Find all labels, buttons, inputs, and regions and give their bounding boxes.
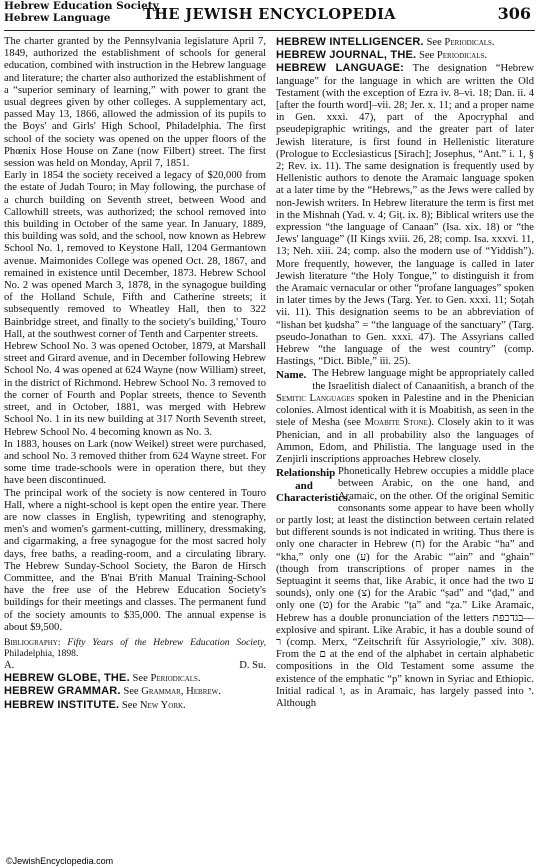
entry-globe bbox=[4, 672, 266, 685]
paragraph: Early in 1854 the society received a legacy of $20,000 from the estate of Judah Touro; in May following, the purchase of a church building on Seventh street, between Wood and Callowhill streets, was authorized; the school removed into this building in October of the same year. In January, 1889, this building was sold, and the school, now known as Hebrew School No. 1, removed to Keystone Hall, 1204 Germantown avenue. Maimonides College was opened Oct. 28, 1867, and remained in existence until December, 1873. Hebrew School No. 2 was opened March 3, 1878, in the synagogue building of the Holland Schule, Fifth and Catherine streets; it subsequently removed to Wheatley Hall, then to 322 Bainbridge street, and finally to the society's building,' Touro Hall, at the southwest corner of Tenth and Carpenter streets. bbox=[4, 170, 266, 340]
side-heading-name: Name. bbox=[276, 369, 307, 382]
paragraph-text: The designation “Hebrew language” for the language in which are written the Old Testament (with the exception of Ezra iv. 8–vi. 18; Dan. ii. 4 [after the fourth word]–vii. 28; Jer. x. 11; and a proper name in Gen. xxxi. 47), part of the Apocryphal and pseudepigraphic writings, and the greater part of later Jewish literature, is first found in Hellenistic literature (Prologue to Ecclesiasticus [Sirach]; Josephus, “Ant.” i. 1, § 2; Rev. ix. 11). The same designation is frequently used by Hellenistic authors to denote the Aramaic language spoken at a later time by the “Hebrews,” as the Jews were called by non-Jewish writers. In Hebrew literature the term is first met in the Mishnah (Yad. v. 4; Giṭ. ix. 8); Biblical writers use the expression “the language of Canaan” (Isa. xix. 18) or “the Jews' language” (II Kings xviii. 26, 28; comp. Isa. xxxvi. 11, 13; Neh. xiii. 24; comp. also the modern use of “Yiddish”). More frequently, however, the language is called in later Jewish literature “the Holy Tongue,” to distinguish it from the Aramaic vernacular or other “profane languages” spoken in later times by the Jews (Targ. Yer. to Gen. xxxi. 11; Soṭah vii. 11). This designation seems to be an abbreviation of “lishan bet ḳudsha” = “the language of the sanctuary” (Targ. pseudo-Jonathan to Gen. xxxi. 47). The Assyrians called Hebrew “the language of the west country” (comp. Hastings, “Dict. Bible,” iii. 25). bbox=[276, 63, 534, 368]
cross-reference-link[interactable]: New York. bbox=[139, 699, 186, 711]
entry-heading: HEBREW INSTITUTE. bbox=[4, 698, 120, 711]
see-word: See bbox=[418, 50, 435, 62]
signature-right: D. Su. bbox=[239, 659, 266, 671]
bibliography-rest: Philadelphia, 1898. bbox=[4, 647, 79, 659]
entry-heading: HEBREW GRAMMAR. bbox=[4, 685, 121, 698]
entry-heading: HEBREW INTELLIGENCER. bbox=[276, 36, 424, 48]
paragraph-text: ). Closely akin to it was Phenician, and in all probability also the languages of Ammon, Edom, and Philistia. The language used in the Zenjirli inscriptions approaches Hebrew closely. bbox=[276, 417, 534, 465]
cross-reference-link[interactable]: Periodicals. bbox=[436, 50, 488, 62]
bibliography bbox=[4, 637, 266, 659]
left-column bbox=[4, 36, 266, 712]
paragraph: The charter granted by the Pennsylvania legislature April 7, 1849, authorized the establishment of schools for general education, combined with instruction in the Hebrew language and literature; the charter also authorized the establishment of a “superior seminary of learning,” with power to grant the usual degrees given by other colleges. A supplementary act, passed May 13, 1866, allowed the admission of its pupils to the Boys' and Girls' High School, Philadelphia. The first school of the society was opened on the upper floors of the Phœnix Hose House on Zane (now Filbert) street. The first session was held on Monday, April 7, 1851. bbox=[4, 36, 266, 170]
entry-language-intro bbox=[276, 62, 534, 368]
see-word: See bbox=[132, 673, 148, 685]
entry-grammar bbox=[4, 685, 266, 698]
signature-left: A. bbox=[4, 659, 15, 671]
running-header bbox=[4, 0, 535, 31]
cross-reference-link[interactable]: Moabite Stone bbox=[364, 417, 428, 429]
paragraph-text: Phonetically Hebrew occupies a middle place between Arabic, on the one hand, and Aramaic, on the other. Of the original Semitic consonants some appear to have been wholly or partly lost; at least the distinction between certain related but different sounds is not indicated in writing. Thus there is only one character in Hebrew (ח) for the Arabic “ha” and “kha,” only one (ע) for the Arabic “'ain” and “ghain” (though from transcriptions of proper names in the Septuagint it seems that, like Arabic, it once had the two ע sounds), only one (צ) for the Arabic “ṣad” and “ḍad,” and only one (ט) for the Arabic “ṭa” and “ẓa.” Like Aramaic, Hebrew has a double pronunciation of the letters בגדכפת—explosive and spirant. Like Arabic, it has a double sound of ר (comp. Merx, “Zeitschrift für Assyriologie,” xiv. 308). From the ם at the end of the alphabet in certain alphabetic compositions in the Old Testament some assume the existence of the emphatic “p” known in Syriac and Ethiopic. Initial radical ו, as in Aramaic, has largely passed into י. Although bbox=[276, 466, 534, 709]
header-title: THE JEWISH ENCYCLOPEDIA bbox=[143, 6, 396, 23]
paragraph: The principal work of the society is now centered in Touro Hall, where a night-school is kept open the entire year. There are now classes in English, typewriting and stenography, men's and women's garment-cutting, millinery, dressmaking, and cigarmaking, a free synagogue for the most sacred holy days, free baths, a reading-room, and a circulating library. The Hebrew Sunday-School Society, the Baron de Hirsch Committee, and the B'nai B'rith Manual Training-School have the free use of the Hebrew Education Society's buildings for their meetings and classes. The permanent fund of the society amounts to $35,000. The annual expense is about $9,500. bbox=[4, 487, 266, 633]
entry-institute bbox=[4, 699, 266, 712]
cross-reference-link[interactable]: Grammar, Hebrew. bbox=[141, 686, 221, 698]
cross-reference-link[interactable]: Semitic Languages bbox=[276, 392, 355, 404]
entry-heading: HEBREW LANGUAGE: bbox=[276, 62, 404, 75]
paragraph: In 1883, houses on Lark (now Weikel) street were purchased, and school No. 3 removed thither from 624 Wayne street. For some time trade-schools were in operation there, but they have been discontinued. bbox=[4, 438, 266, 487]
entry-heading: HEBREW GLOBE, THE. bbox=[4, 672, 130, 685]
paragraph: Hebrew School No. 3 was opened October, 1879, at Marshall street and Girard avenue, and in December following Hebrew School No. 4 was opened at 624 Wayne (now William) street, in the district of Richmond. Hebrew School No. 3 removed to the corner of Fourth and Poplar streets, thence to Seventh street, and in October, 1881, was merged with Hebrew School No. 1 in its new building at 317 North Seventh street, Hebrew School No. 4 becoming known as No. 3. bbox=[4, 341, 266, 438]
see-word: See bbox=[121, 699, 138, 711]
right-column bbox=[276, 36, 534, 710]
signature bbox=[4, 660, 266, 672]
see-word: See bbox=[426, 37, 442, 48]
entry-language-phonetics bbox=[276, 466, 534, 710]
header-topic-first: Hebrew Education Society bbox=[4, 0, 159, 12]
side-heading-relationship: Relationship and Characteristics. bbox=[276, 467, 351, 505]
page-number: 306 bbox=[497, 4, 531, 23]
paragraph-text: spoken in Palestine and in the Phenician colonies. Almost identical with it is Moabitish, as seen in the stele of Mesha (see bbox=[276, 392, 534, 429]
cross-reference-link[interactable]: Periodicals. bbox=[150, 673, 201, 685]
entry-heading: HEBREW JOURNAL, THE. bbox=[276, 49, 417, 62]
bibliography-title: Fifty Years of the Hebrew Education Society, bbox=[67, 636, 266, 648]
paragraph-text: The Hebrew language might be appropriately called the Israelitish dialect of Canaanitish, a branch of the bbox=[312, 368, 534, 392]
copyright-watermark: ©JewishEncyclopedia.com bbox=[6, 856, 114, 866]
entry-journal bbox=[276, 49, 534, 62]
entry-language-relationship bbox=[276, 368, 534, 466]
entry-intelligencer bbox=[276, 36, 534, 49]
header-topic-last: Hebrew Language bbox=[4, 11, 111, 24]
cross-reference-link[interactable]: Periodicals. bbox=[444, 37, 495, 48]
see-word: See bbox=[123, 686, 139, 698]
bibliography-label: Bibliography: bbox=[4, 636, 61, 648]
